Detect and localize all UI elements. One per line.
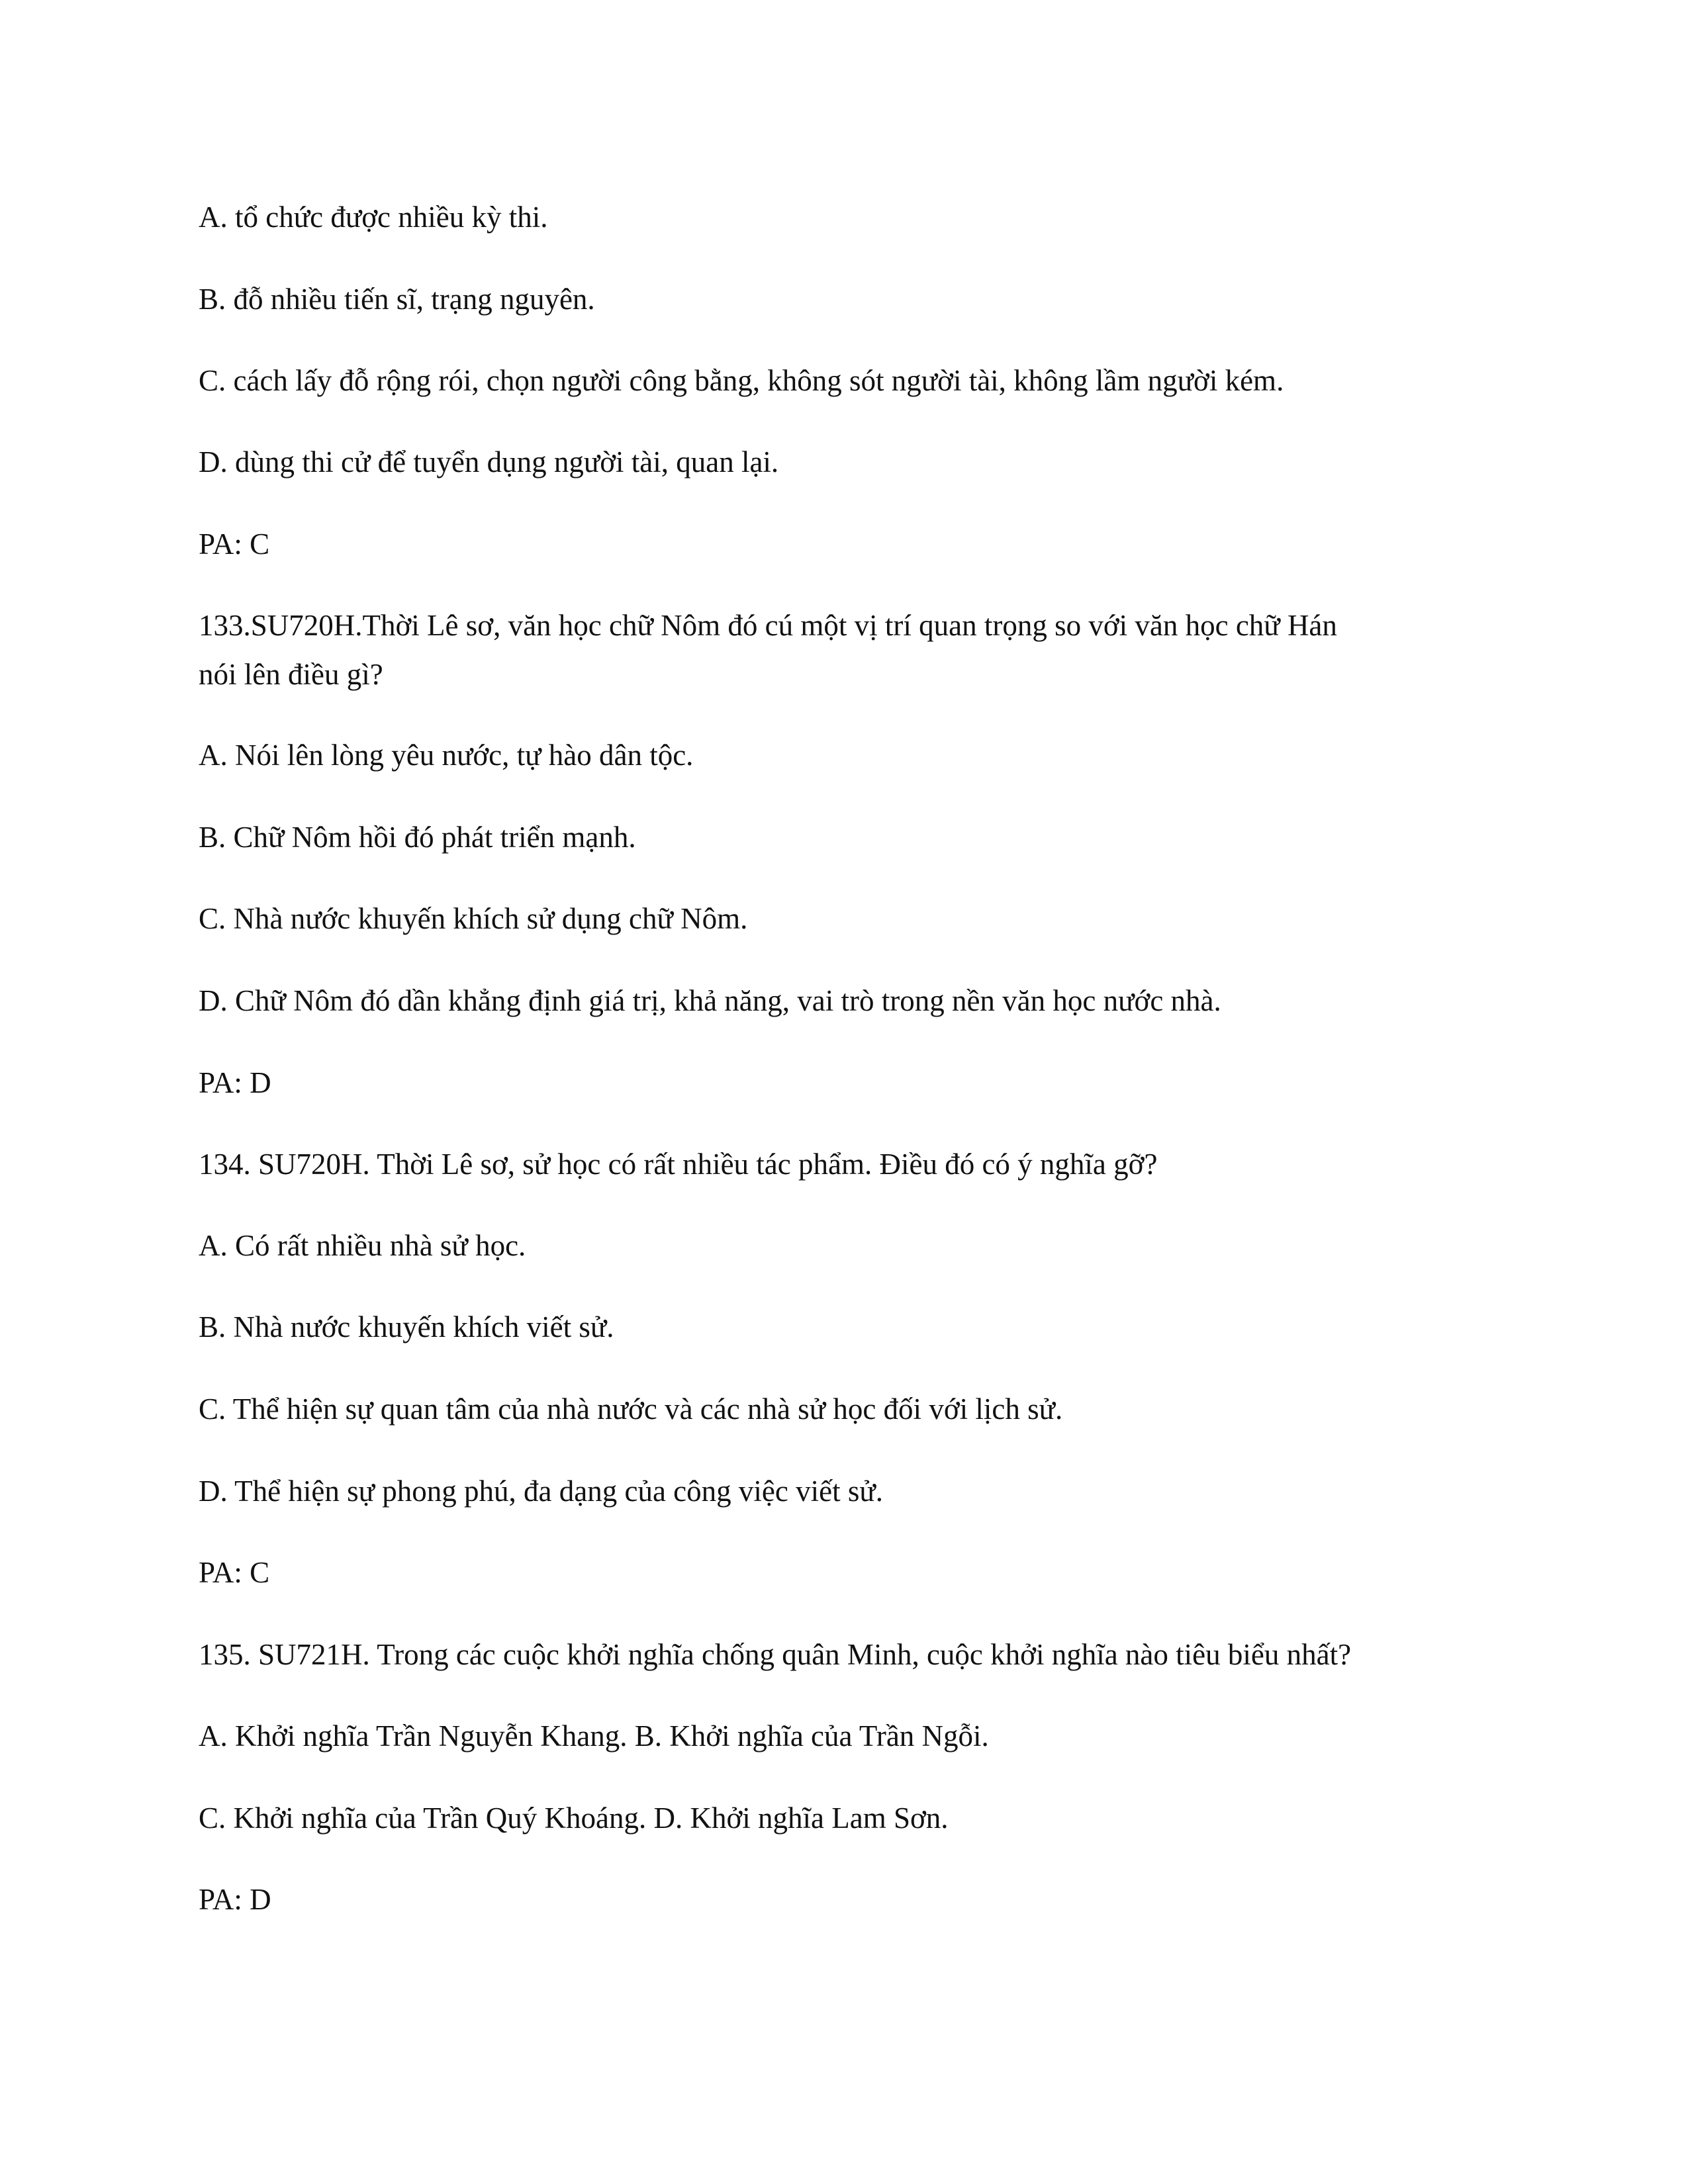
q134-option-a: A. Có rất nhiều nhà sử học. — [199, 1229, 526, 1262]
q135-question: 135. SU721H. Trong các cuộc khởi nghĩa chống quân Minh, cuộc khởi nghĩa nào tiêu biểu nhất? — [199, 1638, 1352, 1671]
q133-option-c: C. Nhà nước khuyến khích sử dụng chữ Nôm. — [199, 902, 748, 935]
q134-option-b: B. Nhà nước khuyến khích viết sử. — [199, 1310, 614, 1343]
q135-options-cd: C. Khởi nghĩa của Trần Quý Khoáng. D. Khởi nghĩa Lam Sơn. — [199, 1801, 949, 1835]
q133-question-line-1: 133.SU720H.Thời Lê sơ, văn học chữ Nôm đó cú một vị trí quan trọng so với văn học chữ Hán — [199, 609, 1337, 642]
q134-question: 134. SU720H. Thời Lê sơ, sử học có rất nhiều tác phẩm. Điều đó có ý nghĩa gỡ? — [199, 1148, 1158, 1181]
q132-option-a: A. tổ chức được nhiều kỳ thi. — [199, 201, 548, 234]
q132-answer: PA: C — [199, 527, 270, 561]
q132-option-d: D. dùng thi cử để tuyển dụng người tài, quan lại. — [199, 445, 779, 478]
q134-option-c: C. Thể hiện sự quan tâm của nhà nước và các nhà sử học đối với lịch sử. — [199, 1392, 1063, 1426]
q134-answer: PA: C — [199, 1556, 270, 1589]
q132-option-c: C. cách lấy đỗ rộng rói, chọn người công bằng, không sót người tài, không lầm người kém. — [199, 364, 1284, 397]
q133-answer: PA: D — [199, 1066, 271, 1099]
q135-options-ab: A. Khởi nghĩa Trần Nguyễn Khang. B. Khởi nghĩa của Trần Ngỗi. — [199, 1719, 989, 1752]
q133-option-b: B. Chữ Nôm hồi đó phát triển mạnh. — [199, 821, 636, 854]
q133-option-d: D. Chữ Nôm đó dần khẳng định giá trị, khả năng, vai trò trong nền văn học nước nhà. — [199, 984, 1221, 1017]
q134-option-d: D. Thể hiện sự phong phú, đa dạng của công việc viết sử. — [199, 1475, 883, 1508]
q133-question-line-2: nói lên điều gì? — [199, 658, 383, 691]
q135-answer: PA: D — [199, 1883, 271, 1916]
q133-option-a: A. Nói lên lòng yêu nước, tự hào dân tộc. — [199, 739, 694, 772]
q132-option-b: B. đỗ nhiều tiến sĩ, trạng nguyên. — [199, 283, 595, 316]
